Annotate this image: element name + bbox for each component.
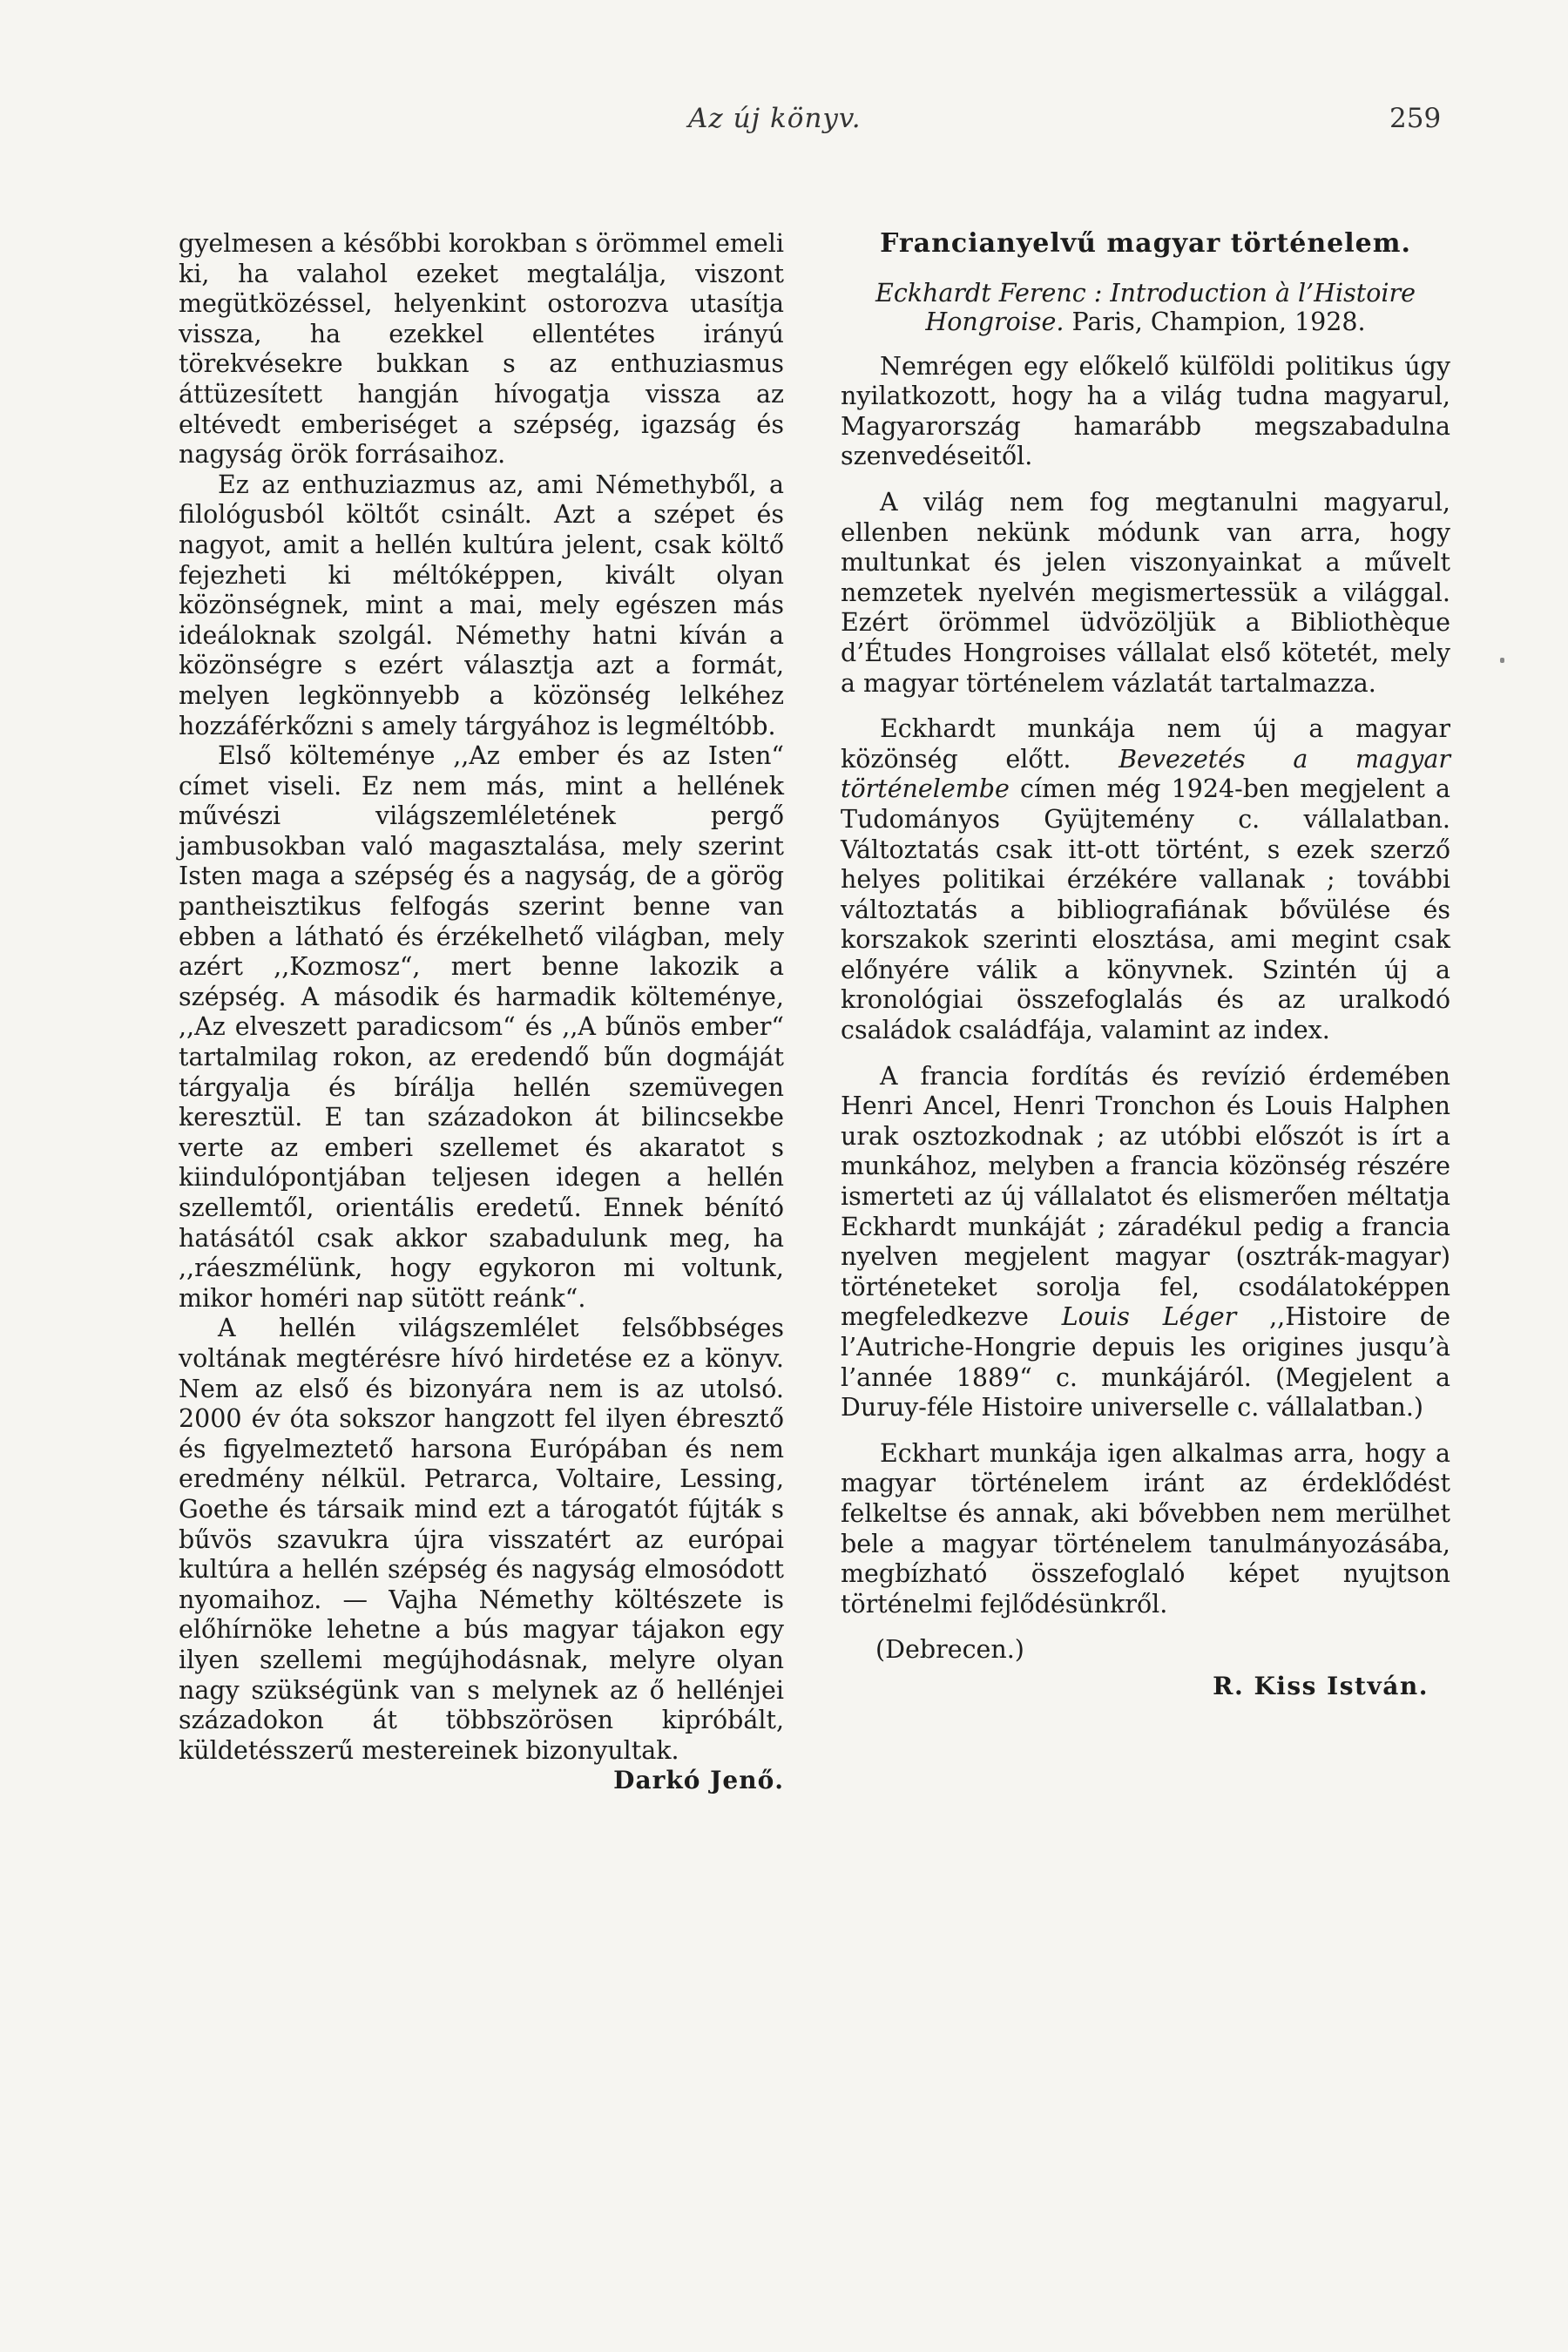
page-header	[0, 103, 1568, 146]
left-column	[179, 229, 784, 1796]
paragraph-text: A hellén világszemlélet felsőbbséges voltának megtérésre hívó hirdetése ez a könyv. Nem az első és bizonyára nem is az utolsó. 2000 év óta sokszor hangzott fel ilyen ébresztő és figyelmeztető harsona Európában és nem eredmény nélkül. Petrarca, Voltaire, Lessing, Goethe és társaik mind ezt a tárogatót fújták s bűvös szavukra újra visszatért az európai kultúra a hellén szépség és nagyság elmosódott nyomaihoz. — Vajha Némethy költészete is előhírnöke lehetne a bús magyar tájakon egy ilyen szellemi megújhodásnak, melyre olyan nagy szükségünk van s melynek az ő hellénjei századokon át többszörösen kipróbált, küldetésszerű mestereinek bizonyultak.	[179, 1314, 784, 1765]
paragraph	[841, 714, 1450, 1046]
author-signature: R. Kiss István.	[1213, 1672, 1429, 1701]
paragraph: Első költeménye ,,Az ember és az Isten“ címet viseli. Ez nem más, mint a hellének művészi világszemléletének pergő jambusokban való magasztalása, mely szerint Isten maga a szépség és a nagyság, de a görög pantheisztikus felfogás szerint benne van ebben a látható és érzékelhető világban, mely azért ,,Kozmosz“, mert benne lakozik a szépség. A második és harmadik költeménye, ,,Az elveszett paradicsom“ és ,,A bűnös ember“ tartalmilag rokon, az eredendő bűn dogmáját tárgyalja és bírálja hellén szemüvegen keresztül. E tan századokon át bilincsekbe verte az emberi szellemet és akaratot s kiindulópontjában teljesen idegen a hellén szellemtől, orientális eredetű. Ennek bénító hatásától csak akkor szabadulunk meg, ha ,,ráeszmélünk, hogy egykoron mi voltunk, mikor homéri nap sütött reánk“.	[179, 741, 784, 1313]
paragraph: Nemrégen egy előkelő külföldi politikus úgy nyilatkozott, hogy ha a világ tudna magyarul, Magyarország hamarább megszabadulna szenvedéseitől.	[841, 351, 1450, 471]
running-head: Az új könyv.	[688, 103, 862, 134]
place-of-writing: (Debrecen.)	[875, 1635, 1024, 1665]
right-column	[841, 229, 1450, 1713]
italic-name: Louis Léger	[1061, 1302, 1237, 1332]
page-number: 259	[1389, 103, 1442, 134]
book-citation	[858, 279, 1433, 336]
paragraph-text: címen még 1924-ben megjelent a Tudományos Gyüjtemény c. vállalatban. Változtatás csak itt-ott történt, s ezek szerző helyes politikai érzékére vallanak ; további változtatás a bibliografiának bővülése és korszakok szerinti elosztása, ami megint csak előnyére válik a könyvnek. Szintén új a kronológiai összefoglalás és az uralkodó családok családfája, valamint az index.	[841, 774, 1450, 1045]
signature-block	[841, 1635, 1450, 1713]
paper-speck	[1500, 658, 1504, 663]
paragraph: Eckhart munkája igen alkalmas arra, hogy a magyar történelem iránt az érdeklődést felkeltse és annak, aki bővebben nem merülhet bele a magyar történelem tanulmányozásába, megbízható összefoglaló képet nyujtson történelmi fejlődésünkről.	[841, 1438, 1450, 1619]
review-title: Francianyelvű magyar történelem.	[880, 228, 1411, 259]
paragraph-text: A francia fordítás és revízió érdemében Henri Ancel, Henri Tronchon és Louis Halphen urak osztozkodnak ; az utóbbi előszót is írt a munkához, melyben a francia közönség részére ismerteti az új vállalatot és elismerően méltatja Eckhardt munkáját ; záradékul pedig a francia nyelven megjelent magyar (osztrák-magyar) történeteket sorolja fel, csodálatoképpen megfeledkezve	[841, 1061, 1450, 1332]
author-signature: Darkó Jenő.	[613, 1766, 784, 1795]
citation-publisher: Paris, Champion, 1928.	[1064, 307, 1366, 336]
paragraph	[841, 1062, 1450, 1423]
paragraph	[179, 1314, 784, 1795]
paragraph: Ez az enthuziazmus az, ami Némethyből, a filológusból költőt csinált. Azt a szépet és nagyot, amit a hellén kultúra jelent, csak költő fejezheti ki méltóképpen, kivált olyan közönségnek, mint a mai, mely egészen más ideáloknak szolgál. Némethy hatni kíván a közönségre s ezért választja azt a formát, melyen legkönnyebb a közönség lelkéhez hozzáférkőzni s amely tárgyához is legméltóbb.	[179, 470, 784, 740]
citation-author-title: Eckhardt Ferenc : Introduction à l’Histoire Hongroise.	[875, 278, 1416, 336]
paragraph-text: Eckhardt munkája nem új a magyar közönség előtt.	[841, 714, 1450, 774]
paragraph-text: ,,Histoire de l’Autriche-Hongrie depuis les origines jusqu’à l’année 1889“ c. munkájáról. (Megjelent a Duruy-féle Histoire universelle c. vállalatban.)	[841, 1302, 1450, 1423]
paragraph: A világ nem fog megtanulni magyarul, ellenben nekünk módunk van arra, hogy multunkat és jelen viszonyainkat a művelt nemzetek nyelvén megismertessük a világgal. Ezért örömmel üdvözöljük a Bibliothèque d’Études Hongroises vállalat első kötetét, mely a magyar történelem vázlatát tartalmazza.	[841, 487, 1450, 698]
italic-title: Bevezetés a magyar történelembe	[841, 744, 1450, 804]
paragraph: gyelmesen a későbbi korokban s örömmel emeli ki, ha valahol ezeket megtalálja, viszont megütközéssel, helyenkint ostorozva utasítja vissza, ha ezekkel ellentétes irányú törekvésekre bukkan s az enthuziasmus áttüzesített hangján hívogatja vissza az eltévedt emberiséget a szépség, igazság és nagyság örök forrásaihoz.	[179, 229, 784, 470]
